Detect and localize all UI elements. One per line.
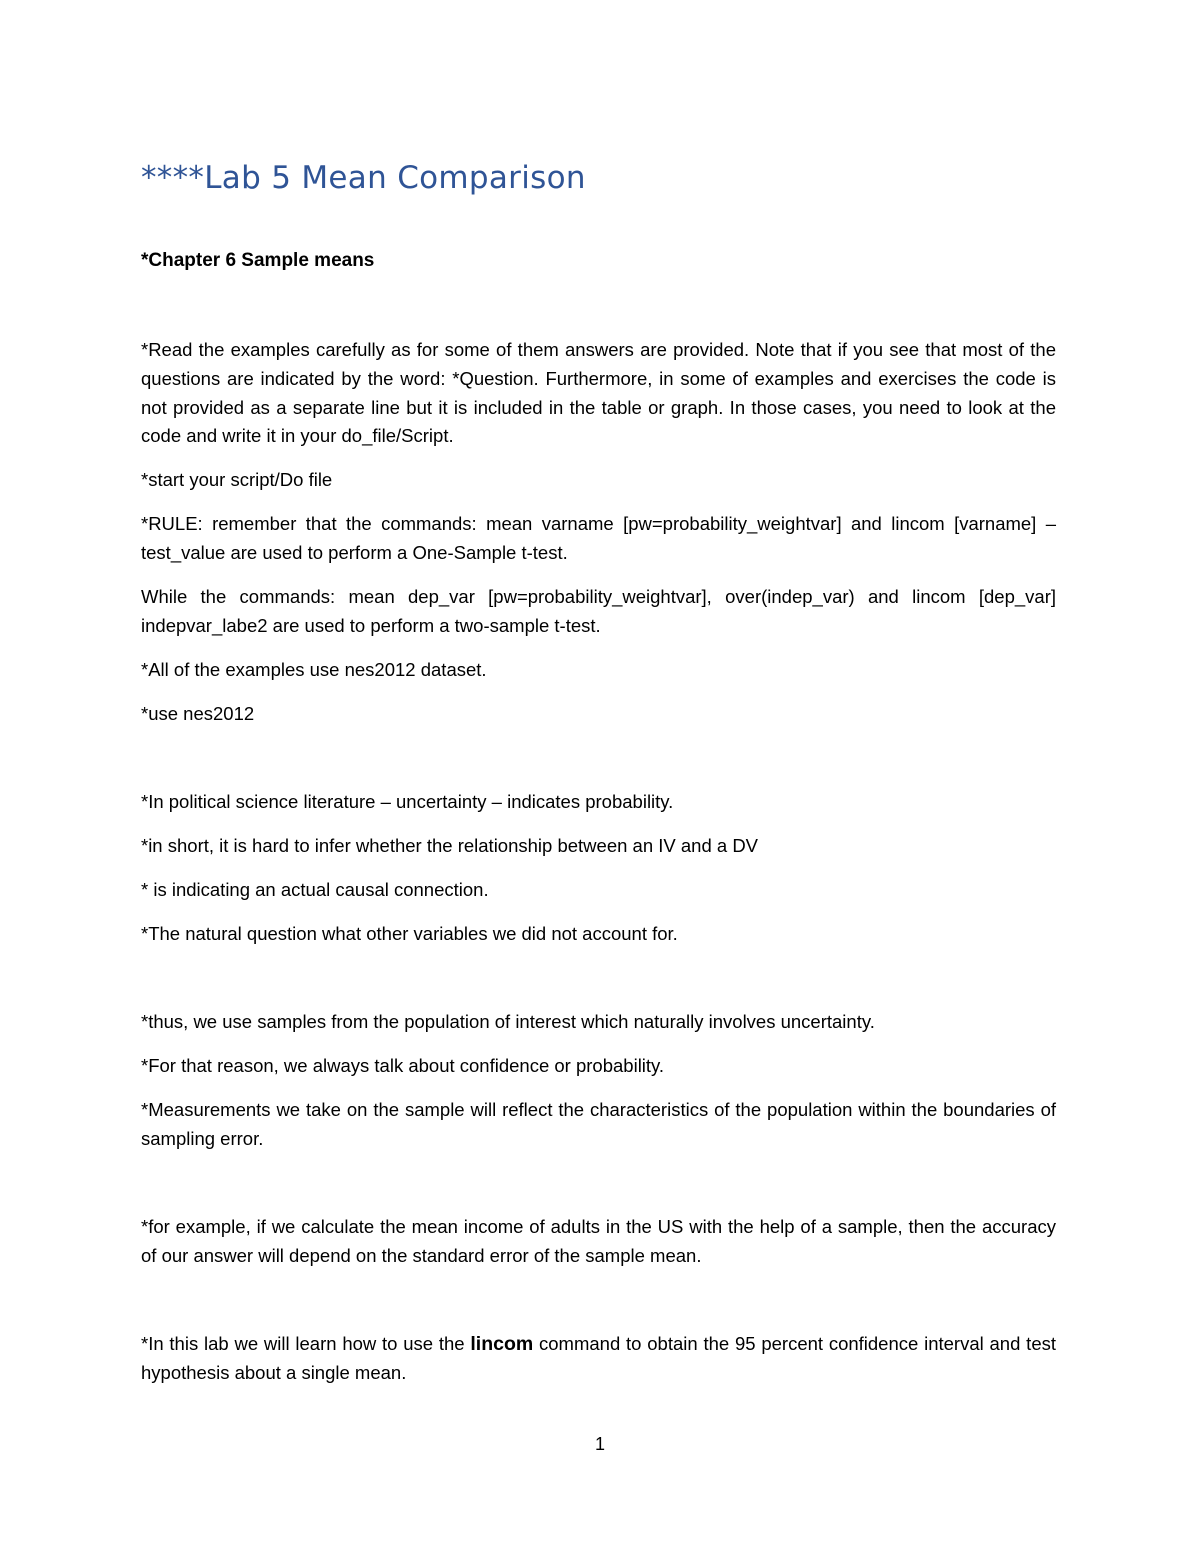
page-number: 1 [594,1434,605,1454]
paragraph-uncertainty: *In political science literature – uncertainty – indicates probability. [141,791,674,812]
paragraph-lincom [141,1330,1056,1388]
paragraph-natural-question: *The natural question what other variables we did not account for. [141,923,678,944]
paragraph-start-script: *start your script/Do file [141,469,333,490]
paragraph-use-dataset: *use nes2012 [141,703,255,724]
paragraph-instructions: *Read the examples carefully as for some of them answers are provided. Note that if you see that most of the questions are indicated by the word: *Question. Furthermore, in some of examples and exercises the code is not provided as a separate line but it is included in the table or graph. In those cases, you need to look at the code and write it in your do_file/Script. [141,339,1056,447]
paragraph-causal: * is indicating an actual causal connection. [141,879,489,900]
lincom-text-before: *In this lab we will learn how to use the [141,1333,471,1354]
paragraph-two-sample: While the commands: mean dep_var [pw=probability_weightvar], over(indep_var) and lincom [dep_var] indepvar_labe2 are used to perform a two-sample t-test. [141,586,1056,636]
chapter-heading: *Chapter 6 Sample means [141,250,375,271]
paragraph-rule: *RULE: remember that the commands: mean varname [pw=probability_weightvar] and lincom [varname] – test_value are used to perform a One-Sample t-test. [141,513,1056,563]
lincom-command-emphasis: lincom [470,1333,534,1355]
document-title: ****Lab 5 Mean Comparison [141,160,586,196]
paragraph-example-income: *for example, if we calculate the mean income of adults in the US with the help of a sample, then the accuracy of our answer will depend on the standard error of the sample mean. [141,1216,1056,1266]
paragraph-in-short: *in short, it is hard to infer whether the relationship between an IV and a DV [141,835,759,856]
lincom-text-after: command to obtain the 95 percent confidence interval and test hypothesis about a single mean. [141,1333,1056,1383]
paragraph-samples: *thus, we use samples from the population of interest which naturally involves uncertainty. [141,1011,875,1032]
paragraph-confidence: *For that reason, we always talk about confidence or probability. [141,1055,665,1076]
paragraph-measurements: *Measurements we take on the sample will reflect the characteristics of the population within the boundaries of sampling error. [141,1099,1056,1149]
paragraph-dataset: *All of the examples use nes2012 dataset. [141,659,487,680]
